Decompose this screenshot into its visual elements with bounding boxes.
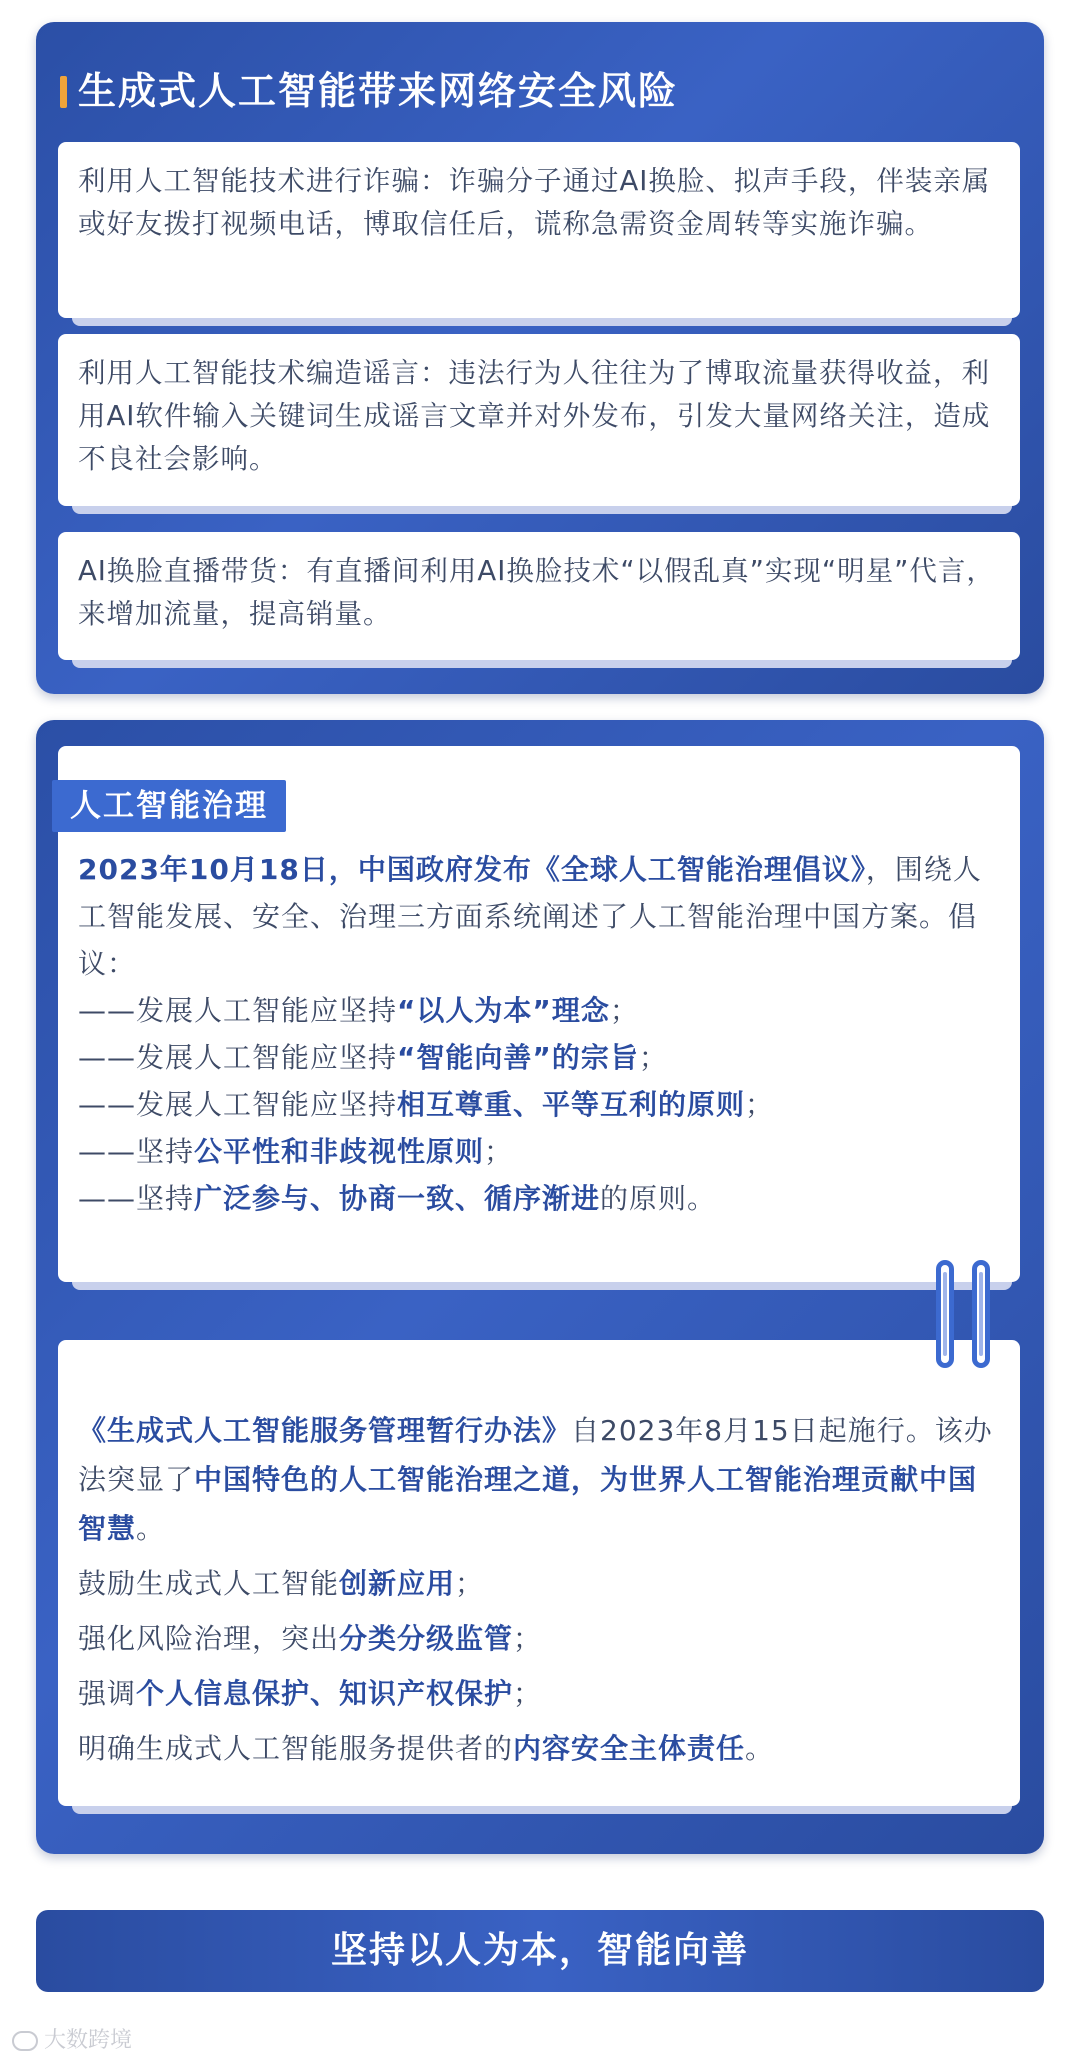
watermark-logo-icon: [12, 2031, 38, 2051]
risk-panel: [36, 22, 1044, 694]
measures-card-body: [58, 1340, 1020, 1806]
item-bold: 内容安全主体责任: [513, 1732, 746, 1765]
item-post: 的原则。: [600, 1182, 717, 1215]
measures-item: [78, 1669, 1000, 1718]
item-pre: ——坚持: [78, 1135, 195, 1168]
item-post: ；: [513, 1677, 543, 1710]
risk-card-fraud: [58, 142, 1020, 332]
law-rest: 自2023年8月15日起施行。该办法突显了: [78, 1414, 993, 1496]
item-post: ；: [745, 1088, 775, 1121]
item-bold: 个人信息保护、知识产权保护: [136, 1677, 514, 1710]
item-pre: 强调: [78, 1677, 137, 1710]
slogan-banner: 坚持以人为本，智能向善: [36, 1910, 1044, 1992]
risk-card-rumor: [58, 334, 1020, 520]
measures-item: [78, 1724, 1000, 1773]
risk-section-title: 生成式人工智能带来网络安全风险: [60, 68, 678, 114]
risk-card-text: 利用人工智能技术进行诈骗：诈骗分子通过AI换脸、拟声手段，伴装亲属或好友拨打视频电话，博取信任后，谎称急需资金周转等实施诈骗。: [58, 142, 1020, 318]
item-post: ；: [513, 1622, 543, 1655]
item-bold: 相互尊重、平等互利的原则: [397, 1088, 746, 1121]
item-post: ；: [484, 1135, 514, 1168]
governance-intro-bold: 2023年10月18日，中国政府发布《全球人工智能治理倡议》: [78, 853, 866, 886]
item-bold: “智能向善”的宗旨: [397, 1041, 639, 1074]
item-pre: ——发展人工智能应坚持: [78, 1041, 398, 1074]
governance-intro-rest: ，围绕人工智能发展、安全、治理三方面系统阐述了人工智能治理中国方案。倡议：: [78, 853, 982, 980]
item-bold: 公平性和非歧视性原则: [194, 1135, 485, 1168]
governance-item: [78, 1175, 1000, 1222]
law-highlight: 中国特色的人工智能治理之道，为世界人工智能治理贡献中国智慧: [78, 1463, 978, 1545]
item-bold: “以人为本”理念: [397, 994, 610, 1027]
item-pre: ——发展人工智能应坚持: [78, 1088, 398, 1121]
measures-card: [58, 1340, 1020, 1820]
governance-tag: 人工智能治理: [52, 780, 286, 832]
measures-law: [78, 1406, 1000, 1553]
card-connector-left: [936, 1260, 954, 1368]
item-pre: 鼓励生成式人工智能: [78, 1567, 340, 1600]
item-pre: ——坚持: [78, 1182, 195, 1215]
item-bold: 创新应用: [339, 1567, 456, 1600]
item-bold: 广泛参与、协商一致、循序渐进: [194, 1182, 601, 1215]
governance-item: [78, 987, 1000, 1034]
governance-card: [58, 746, 1020, 1306]
governance-item: [78, 1081, 1000, 1128]
item-post: ；: [638, 1041, 668, 1074]
item-post: ；: [455, 1567, 485, 1600]
watermark: [12, 2026, 132, 2056]
item-post: 。: [745, 1732, 775, 1765]
risk-card-text: 利用人工智能技术编造谣言：违法行为人往往为了博取流量获得收益，利用AI软件输入关键词生成谣言文章并对外发布，引发大量网络关注，造成不良社会影响。: [58, 334, 1020, 506]
risk-card-text: AI换脸直播带货：有直播间利用AI换脸技术“以假乱真”实现“明星”代言，来增加流量，提高销量。: [58, 532, 1020, 660]
item-bold: 分类分级监管: [339, 1622, 514, 1655]
watermark-text: 大数跨境: [44, 2028, 133, 2053]
item-pre: ——发展人工智能应坚持: [78, 994, 398, 1027]
governance-item: [78, 1128, 1000, 1175]
card-connector-right: [972, 1260, 990, 1368]
measures-item: [78, 1614, 1000, 1663]
governance-item: [78, 1034, 1000, 1081]
law-title: 《生成式人工智能服务管理暂行办法》: [78, 1414, 572, 1447]
risk-card-livestream: [58, 532, 1020, 672]
governance-panel: [36, 720, 1044, 1854]
item-post: ；: [609, 994, 639, 1027]
governance-intro: [78, 846, 1000, 987]
item-pre: 强化风险治理，突出: [78, 1622, 340, 1655]
measures-item: [78, 1559, 1000, 1608]
item-pre: 明确生成式人工智能服务提供者的: [78, 1732, 514, 1765]
law-end: 。: [136, 1512, 166, 1545]
